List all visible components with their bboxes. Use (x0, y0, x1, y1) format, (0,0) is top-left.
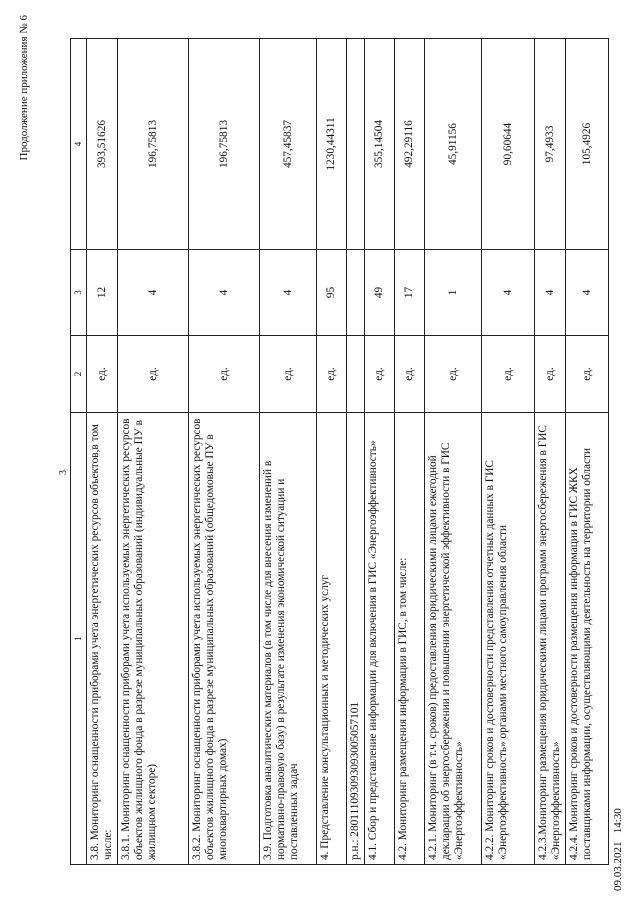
row-value: 90,60644 (482, 39, 535, 250)
row-value (347, 39, 365, 250)
row-quantity: 17 (395, 250, 425, 336)
footer-date: 09.03.2021 (612, 841, 624, 891)
row-description: 4.1. Сбор и представление информации для включения в ГИС «Энергоэффективность» (365, 413, 395, 865)
row-description: 4.2.2. Мониторинг сроков и достоверности представления отчетных данных в ГИС «Энергоэффективность» органами местного самоуправления области (482, 413, 535, 865)
table-row (566, 39, 609, 865)
table-row (260, 39, 317, 865)
table-row (365, 39, 395, 865)
row-quantity: 4 (260, 250, 317, 336)
row-quantity: 4 (118, 250, 189, 336)
header-col-1: 1 (71, 413, 87, 865)
row-quantity: 4 (566, 250, 609, 336)
row-description: 4.2.1. Мониторинг (в т.ч. сроков) предоставления юридическими лицами ежегодной декларации об энергосбережении и повышении энергетической эффективности в ГИС «Энергоэффективность» (425, 413, 482, 865)
header-col-4: 4 (71, 39, 87, 250)
table-row (535, 39, 566, 865)
row-unit (347, 336, 365, 413)
data-table (70, 38, 609, 865)
row-value: 1230,44311 (317, 39, 347, 250)
row-description: р.н.: 280111093093093005057101 (347, 413, 365, 865)
row-description: 3.8.2. Мониторинг оснащенности приборами учета используемых энергетических ресурсов объектов жилищного фонда в разрезе муниципальных образований (общедомовые ПУ в многоквартирных домах) (189, 413, 260, 865)
row-unit: ед. (482, 336, 535, 413)
row-description: 3.8.1. Мониторинг оснащенности приборами учета используемых энергетических ресурсов объектов жилищного фонда в разрезе муниципальных образований (индивидуальные ПУ в жилищном секторе) (118, 413, 189, 865)
row-value: 45,91156 (425, 39, 482, 250)
table-row (87, 39, 118, 865)
row-unit: ед. (118, 336, 189, 413)
header-col-2: 2 (71, 336, 87, 413)
row-value: 393,51626 (87, 39, 118, 250)
row-quantity: 4 (535, 250, 566, 336)
row-unit: ед. (317, 336, 347, 413)
table-row (482, 39, 535, 865)
row-unit: ед. (425, 336, 482, 413)
row-unit: ед. (260, 336, 317, 413)
table-header-row (71, 39, 87, 865)
row-unit: ед. (395, 336, 425, 413)
table-row (347, 39, 365, 865)
row-quantity (347, 250, 365, 336)
row-unit: ед. (535, 336, 566, 413)
table-row (395, 39, 425, 865)
row-quantity: 49 (365, 250, 395, 336)
row-quantity: 4 (482, 250, 535, 336)
row-unit: ед. (365, 336, 395, 413)
row-description: 4.2.4. Мониторинг сроков и достоверности размещения информации в ГИС ЖКХ поставщиками информации, осуществляющими деятельность на территории области (566, 413, 609, 865)
row-description: 4.2.3.Мониторинг размещения юридическими лицами программ энергосбережения в ГИС «Энергоэффективность» (535, 413, 566, 865)
row-value: 492,29116 (395, 39, 425, 250)
row-value: 355,14504 (365, 39, 395, 250)
row-unit: ед. (87, 336, 118, 413)
table-row (118, 39, 189, 865)
row-quantity: 12 (87, 250, 118, 336)
table-row (317, 39, 347, 865)
row-quantity: 95 (317, 250, 347, 336)
row-description: 3.8. Мониторинг оснащенности приборами учета энергетических ресурсов объектов,в том числе: (87, 413, 118, 865)
header-col-3: 3 (71, 250, 87, 336)
table-row (425, 39, 482, 865)
row-unit: ед. (189, 336, 260, 413)
row-description: 3.9. Подготовка аналитических материалов (в том числе для внесения изменений в нормативно-правовую базу) в результате изменения экономической ситуации и поставленных задач (260, 413, 317, 865)
row-value: 196,75813 (118, 39, 189, 250)
row-description: 4.2. Мониторинг размещения информации в ГИС, в том числе: (395, 413, 425, 865)
row-value: 105,4926 (566, 39, 609, 250)
row-quantity: 4 (189, 250, 260, 336)
row-quantity: 1 (425, 250, 482, 336)
row-value: 457,45837 (260, 39, 317, 250)
table-row (189, 39, 260, 865)
row-value: 97,4933 (535, 39, 566, 250)
row-description: 4. Представление консультационных и методических услуг (317, 413, 347, 865)
page-number: 3 (58, 470, 69, 475)
footer-datetime (612, 808, 624, 891)
footer-time: 14:30 (612, 808, 624, 834)
row-unit: ед. (566, 336, 609, 413)
row-value: 196,75813 (189, 39, 260, 250)
continuation-label: Продолжение приложения № 6 (18, 15, 30, 161)
